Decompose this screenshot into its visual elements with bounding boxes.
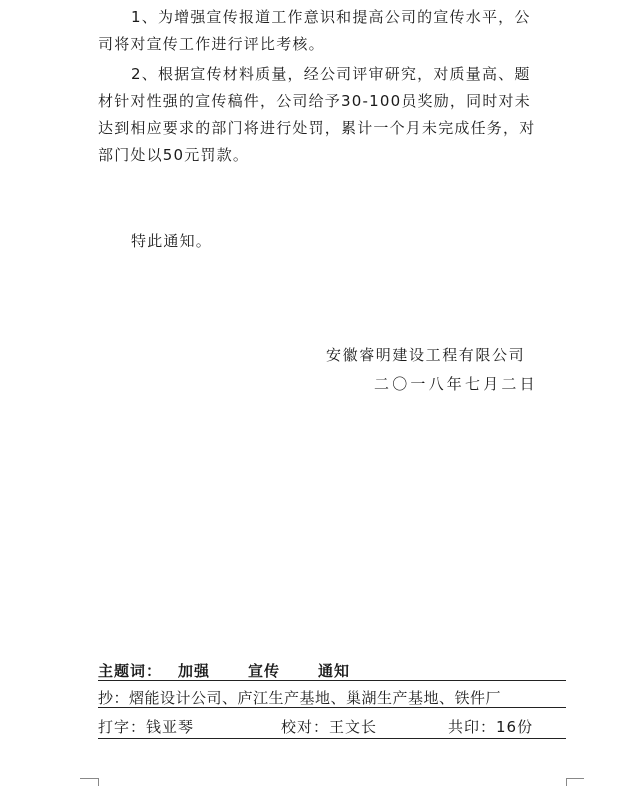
- page-corner-mark-right: [566, 778, 584, 779]
- page-corner-mark-left: [80, 778, 98, 779]
- subject-label: 主题词：: [98, 662, 163, 680]
- paragraph-2-line-1: 2、根据宣传材料质量，经公司评审研究，对质量高、题: [131, 65, 531, 83]
- paragraph-2-line-4: 部门处以50元罚款。: [98, 146, 250, 164]
- paragraph-1-line-1: 1、为增强宣传报道工作意识和提高公司的宣传水平，公: [131, 8, 531, 26]
- subject-term-3: 通知: [318, 662, 351, 680]
- paragraph-2-line-2: 材针对性强的宣传稿件，公司给予30-100员奖励，同时对未: [98, 92, 531, 110]
- subject-term-1: 加强: [178, 662, 211, 680]
- typist: 打字：钱亚琴: [98, 718, 195, 736]
- print-info-divider: [98, 738, 566, 739]
- closing-remark: 特此通知。: [131, 232, 213, 250]
- subject-term-2: 宣传: [248, 662, 281, 680]
- carbon-copy-list: 抄：熠能设计公司、庐江生产基地、巢湖生产基地、铁件厂: [98, 689, 502, 707]
- issuing-organization: 安徽睿明建设工程有限公司: [326, 346, 526, 364]
- subject-divider: [98, 680, 566, 681]
- paragraph-2-line-3: 达到相应要求的部门将进行处罚，累计一个月未完成任务，对: [98, 119, 536, 137]
- proofreader: 校对：王文长: [281, 718, 378, 736]
- paragraph-1: [98, 4, 568, 58]
- cc-divider: [98, 707, 566, 708]
- copies-count: 共印：16份: [448, 718, 534, 736]
- paragraph-1-line-2: 司将对宣传工作进行评比考核。: [98, 35, 325, 53]
- paragraph-2: [98, 61, 568, 169]
- issue-date: 二〇一八年七月二日: [374, 375, 538, 393]
- subject-keywords: [98, 660, 566, 681]
